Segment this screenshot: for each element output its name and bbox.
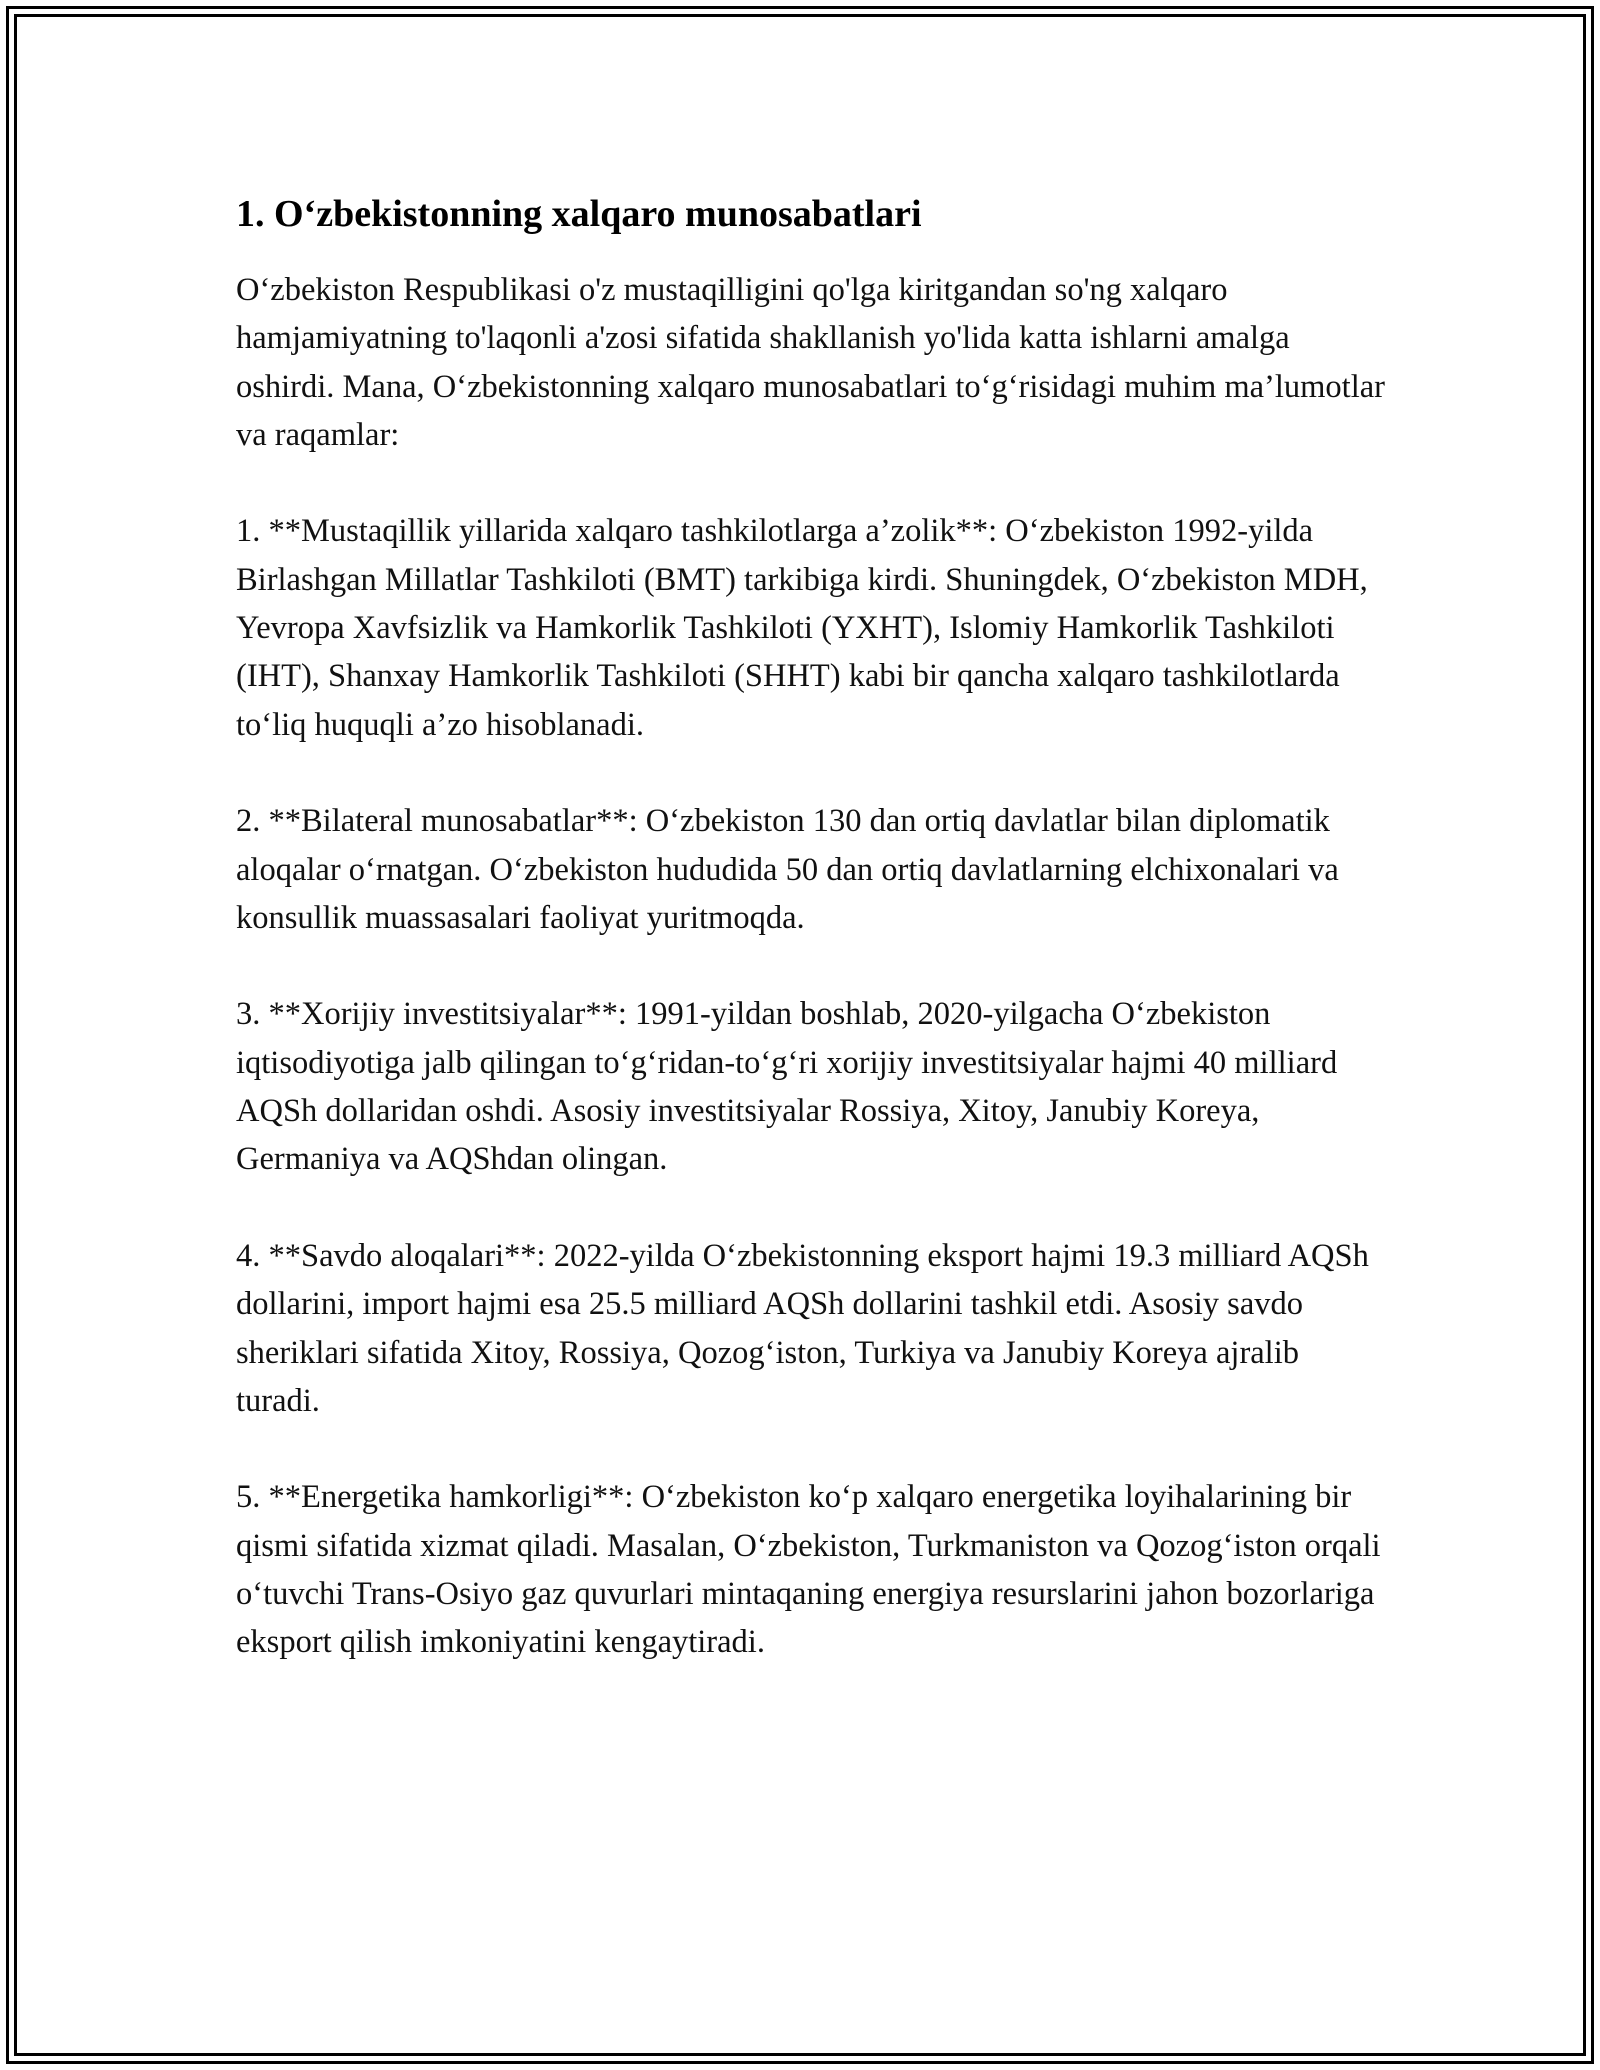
list-item-memberships: 1. **Mustaqillik yillarida xalqaro tashkilotlarga a’zolik**: O‘zbekiston 1992-yilda Birlashgan Millatlar Tashkiloti (BMT) tarkibiga kirdi. Shuningdek, O‘zbekiston MDH, Yevropa Xavfsizlik va Hamkorlik Tashkiloti (YXHT), Islomiy Hamkorlik Tashkiloti (IHT), Shanxay Hamkorlik Tashkiloti (SHHT) kabi bir qancha xalqaro tashkilotlarda to‘liq huquqli a’zo hisoblanadi. <box>236 513 1368 743</box>
intro-paragraph: O‘zbekiston Respublikasi o'z mustaqilligini qo'lga kiritgandan so'ng xalqaro hamjamiyatning to'laqonli a'zosi sifatida shakllanish yo'lida katta ishlarni amalga oshirdi. Mana, O‘zbekistonning xalqaro munosabatlari to‘g‘risidagi muhim ma’lumotlar va raqamlar: <box>236 272 1385 453</box>
list-item-bilateral: 2. **Bilateral munosabatlar**: O‘zbekiston 130 dan ortiq davlatlar bilan diplomatik aloqalar o‘rnatgan. O‘zbekiston hududida 50 dan ortiq davlatlarning elchixonalari va konsullik muassasalari faoliyat yuritmoqda. <box>236 803 1339 936</box>
section-heading: 1. O‘zbekistonning xalqaro munosabatlari <box>236 193 922 235</box>
list-item-energy: 5. **Energetika hamkorligi**: O‘zbekiston ko‘p xalqaro energetika loyihalarining bir qismi sifatida xizmat qiladi. Masalan, O‘zbekiston, Turkmaniston va Qozog‘iston orqali o‘tuvchi Trans-Osiyo gaz quvurlari mintaqaning energiya resurslarini jahon bozorlariga eksport qilish imkoniyatini kengaytiradi. <box>236 1479 1381 1661</box>
list-item-investments: 3. **Xorijiy investitsiyalar**: 1991-yildan boshlab, 2020-yilgacha O‘zbekiston iqtisodiyotiga jalb qilingan to‘g‘ridan-to‘g‘ri xorijiy investitsiyalar hajmi 40 milliard AQSh dollaridan oshdi. Asosiy investitsiyalar Rossiya, Xitoy, Janubiy Koreya, Germaniya va AQShdan olingan. <box>236 996 1338 1178</box>
list-item-trade: 4. **Savdo aloqalari**: 2022-yilda O‘zbekistonning eksport hajmi 19.3 milliard AQSh dollarini, import hajmi esa 25.5 milliard AQSh dollarini tashkil etdi. Asosiy savdo sheriklari sifatida Xitoy, Rossiya, Qozog‘iston, Turkiya va Janubiy Koreya ajralib turadi. <box>236 1237 1369 1419</box>
document-body <box>236 186 1386 1667</box>
